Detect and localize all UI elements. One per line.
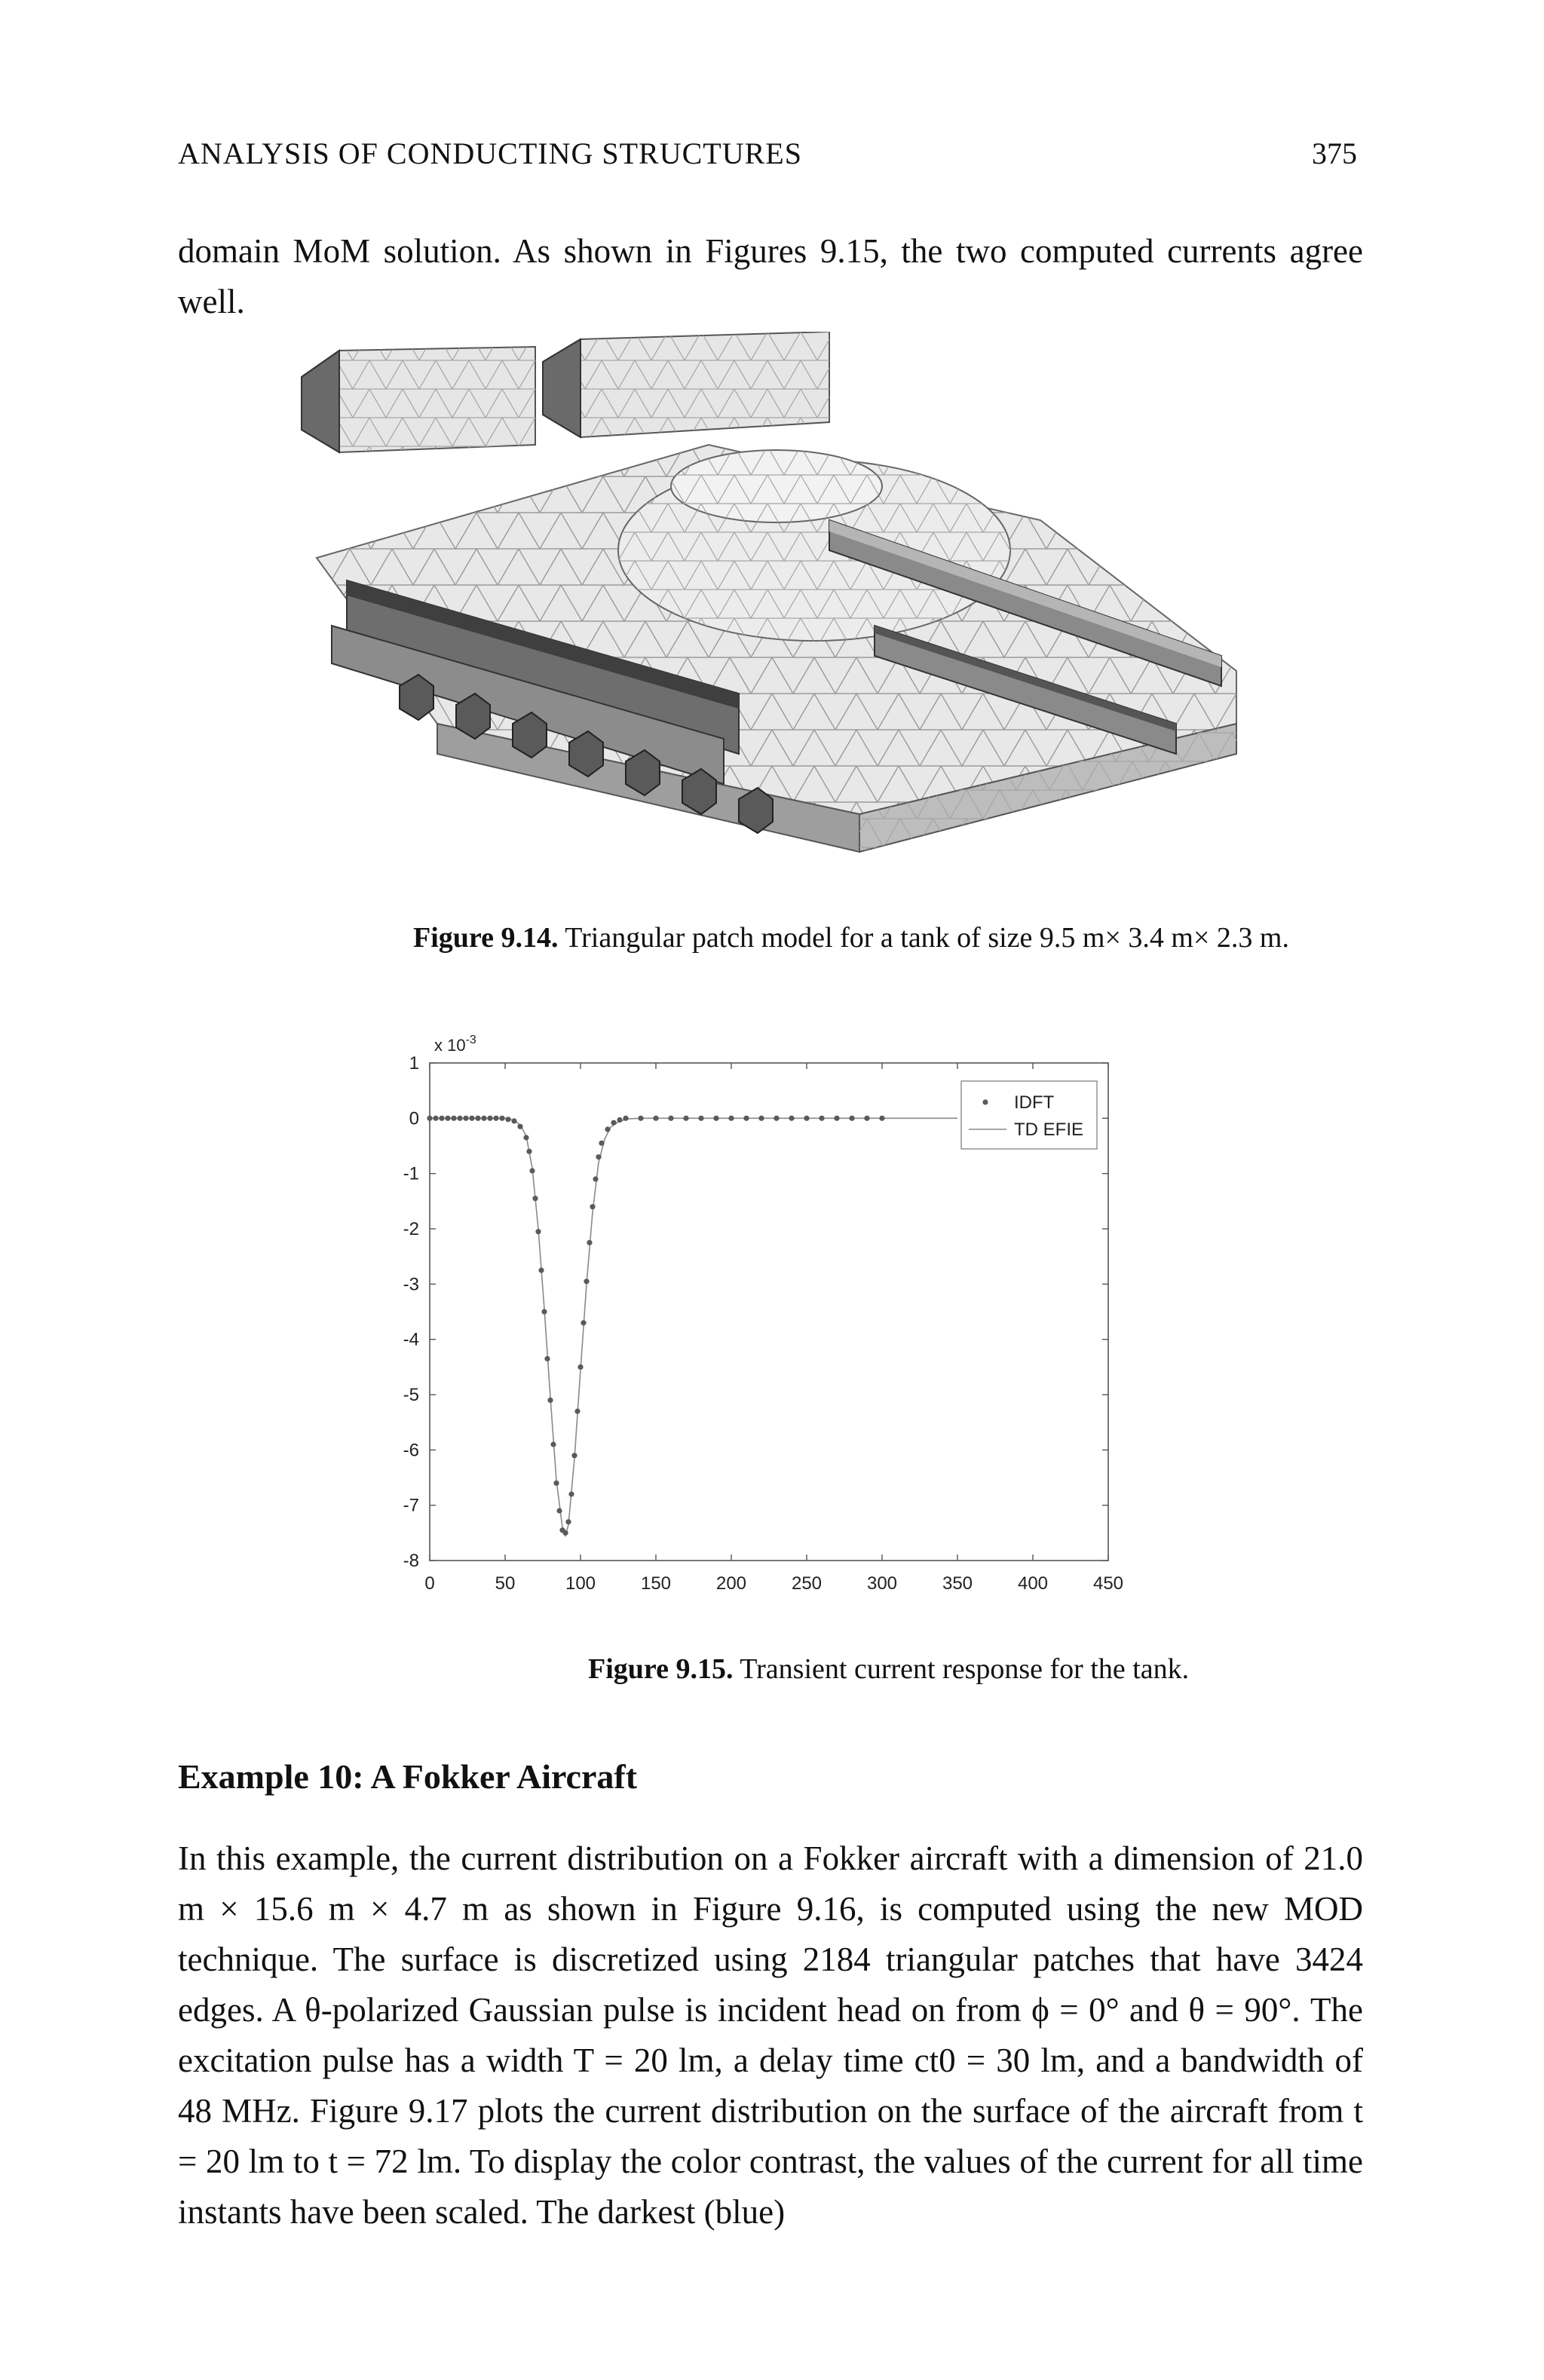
series-point-idft — [819, 1116, 824, 1121]
figure-9-15-caption-text: Transient current response for the tank. — [740, 1653, 1190, 1685]
series-point-idft — [526, 1149, 532, 1154]
series-point-idft — [568, 1491, 574, 1496]
page-number: 375 — [1312, 136, 1357, 170]
y-tick-label: -4 — [403, 1329, 419, 1350]
series-point-idft — [774, 1116, 779, 1121]
series-point-idft — [553, 1481, 559, 1486]
y-axis-multiplier-exponent: -3 — [465, 1034, 476, 1046]
x-tick-label: 100 — [565, 1573, 596, 1594]
series-point-idft — [743, 1116, 749, 1121]
series-point-idft — [538, 1267, 544, 1273]
figure-9-14-label: Figure 9.14. — [413, 922, 559, 954]
series-point-idft — [638, 1116, 643, 1121]
series-point-idft — [481, 1116, 486, 1121]
series-point-idft — [574, 1408, 580, 1414]
series-point-idft — [804, 1116, 809, 1121]
series-point-idft — [653, 1116, 658, 1121]
series-point-idft — [698, 1116, 703, 1121]
series-point-idft — [593, 1176, 598, 1181]
section-title: Example 10: A Fokker Aircraft — [178, 1757, 638, 1796]
series-point-idft — [544, 1356, 550, 1362]
series-point-idft — [556, 1508, 562, 1513]
body-paragraph: In this example, the current distribution on a Fokker aircraft with a dimension of 21.0 m × 15.6 m × 4.7 m as shown in Figure 9.16, is computed using the new MOD technique. The surface is discretized using 2184 triangular patches that have 3424 edges. A θ-polarized Gaussian pulse is incident head on from ϕ = 0° and θ = 90°. The excitation pulse has a width T = 20 lm, a delay time ct0 = 30 lm, and a bandwidth of 48 MHz. Figure 9.17 plots the current distribution on the surface of the aircraft from t = 20 lm to t = 72 lm. To display the color contrast, the values of the current for all time instants have been scaled. The darkest (blue) — [178, 1839, 1363, 2231]
series-point-idft — [529, 1168, 535, 1173]
series-point-idft — [469, 1116, 474, 1121]
y-tick-label: -3 — [403, 1274, 419, 1295]
series-point-idft — [668, 1116, 673, 1121]
tank-mesh-figure — [286, 332, 1267, 912]
y-tick-label: -8 — [403, 1551, 419, 1571]
figure-9-15-label: Figure 9.15. — [588, 1653, 734, 1685]
x-tick-label: 150 — [640, 1573, 672, 1594]
series-point-idft — [475, 1116, 480, 1121]
series-point-idft — [849, 1116, 854, 1121]
legend-marker-idft — [982, 1099, 988, 1104]
series-point-idft — [879, 1116, 884, 1121]
series-point-idft — [532, 1196, 538, 1201]
series-point-idft — [493, 1116, 498, 1121]
y-tick-label: -6 — [403, 1440, 419, 1461]
series-point-idft — [439, 1116, 444, 1121]
series-point-idft — [713, 1116, 718, 1121]
running-header: ANALYSIS OF CONDUCTING STRUCTURES — [178, 136, 802, 170]
series-point-idft — [535, 1229, 541, 1234]
series-point-idft — [605, 1126, 610, 1132]
series-point-idft — [581, 1320, 586, 1325]
series-point-idft — [611, 1120, 616, 1126]
intro-paragraph: domain MoM solution. As shown in Figures 9.15, the two computed currents agree well. — [178, 232, 1363, 320]
series-point-idft — [550, 1441, 556, 1447]
transient-current-chart — [362, 1010, 1191, 1643]
y-tick-label: -7 — [403, 1495, 419, 1516]
x-tick-label: 200 — [715, 1573, 747, 1594]
y-tick-label: 1 — [409, 1053, 419, 1074]
series-point-idft — [577, 1365, 583, 1370]
series-point-idft — [789, 1116, 794, 1121]
figure-9-15-caption — [588, 1653, 1189, 1686]
x-tick-label: 300 — [866, 1573, 898, 1594]
y-tick-label: -5 — [403, 1385, 419, 1405]
series-point-idft — [457, 1116, 462, 1121]
legend-label-idft: IDFT — [1014, 1092, 1055, 1113]
series-point-idft — [487, 1116, 492, 1121]
series-point-idft — [499, 1116, 504, 1121]
series-point-idft — [505, 1116, 510, 1122]
series-point-idft — [587, 1240, 592, 1245]
series-point-idft — [541, 1309, 547, 1314]
series-point-idft — [433, 1116, 438, 1121]
series-point-idft — [523, 1135, 528, 1140]
series-point-idft — [623, 1116, 628, 1121]
series-point-idft — [834, 1116, 839, 1121]
x-tick-label: 50 — [495, 1573, 516, 1594]
series-point-idft — [547, 1398, 553, 1403]
series-point-idft — [571, 1453, 577, 1458]
x-tick-label: 0 — [424, 1573, 435, 1594]
x-tick-label: 450 — [1092, 1573, 1124, 1594]
y-tick-label: -2 — [403, 1219, 419, 1239]
series-point-idft — [445, 1116, 450, 1121]
series-point-idft — [463, 1116, 468, 1121]
series-point-idft — [562, 1530, 568, 1536]
x-tick-label: 400 — [1017, 1573, 1049, 1594]
series-point-idft — [427, 1116, 432, 1121]
series-point-idft — [728, 1116, 734, 1121]
y-axis-multiplier: x $10^{-3}$ — [434, 1034, 476, 1055]
series-point-idft — [599, 1141, 604, 1146]
series-point-idft — [451, 1116, 456, 1121]
series-point-idft — [596, 1154, 601, 1159]
figure-9-14-caption-text: Triangular patch model for a tank of size 9.5 m× 3.4 m× 2.3 m. — [565, 922, 1289, 954]
series-point-idft — [590, 1204, 595, 1209]
series-point-idft — [758, 1116, 764, 1121]
y-tick-label: -1 — [403, 1163, 419, 1184]
series-point-idft — [617, 1117, 622, 1123]
y-tick-label: 0 — [409, 1108, 419, 1129]
x-tick-label: 250 — [791, 1573, 823, 1594]
legend-label-td-efie: TD EFIE — [1014, 1120, 1084, 1140]
series-point-idft — [864, 1116, 869, 1121]
series-point-idft — [584, 1279, 589, 1284]
series-point-idft — [565, 1519, 571, 1524]
series-point-idft — [683, 1116, 688, 1121]
series-point-idft — [517, 1124, 522, 1129]
x-tick-label: 350 — [942, 1573, 973, 1594]
series-point-idft — [511, 1118, 516, 1123]
figure-9-14-caption — [413, 921, 1289, 954]
